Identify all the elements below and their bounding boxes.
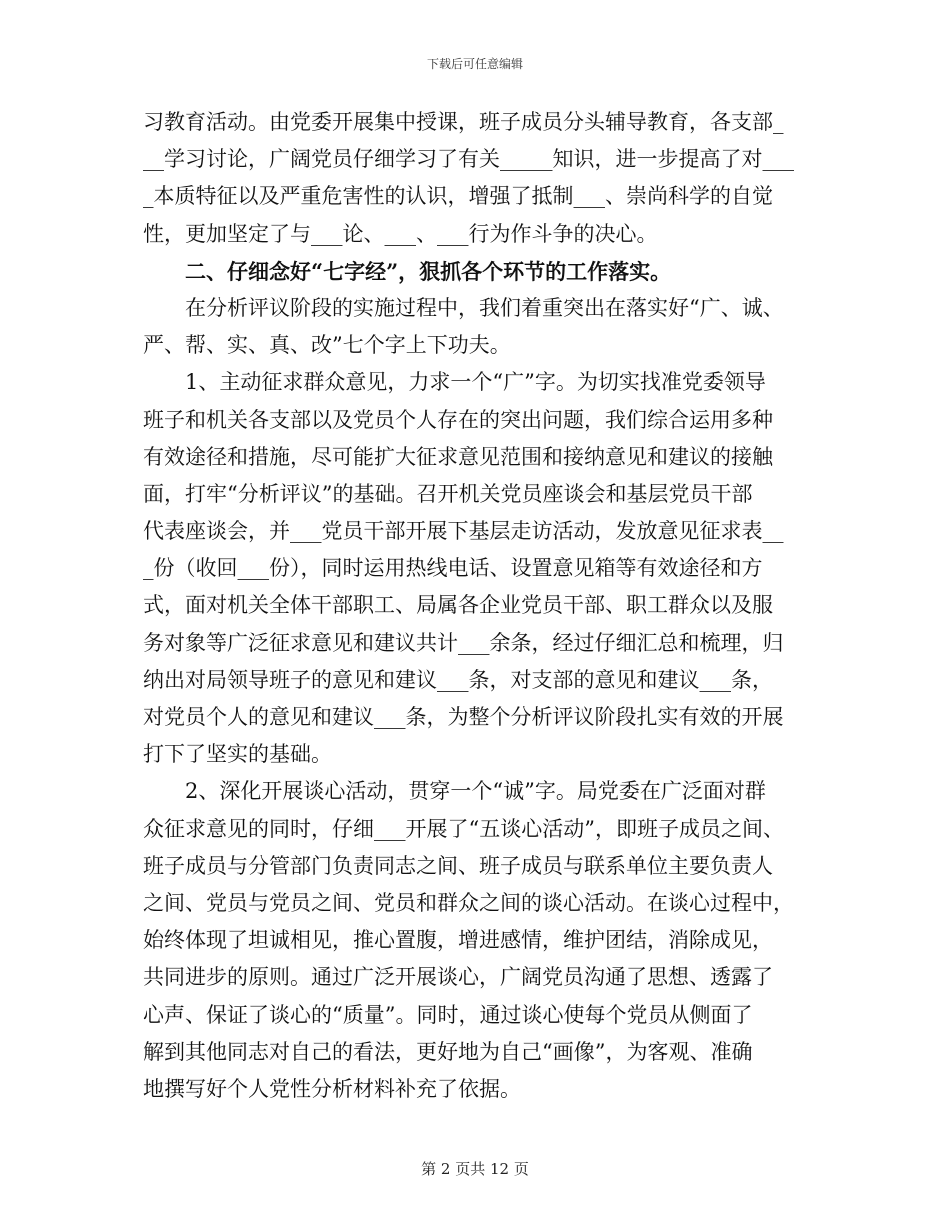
paragraph-continuation	[143, 104, 819, 253]
text-line: 解到其他同志对自己的看法，更好地为自己“画像”，为客观、准确	[143, 1039, 753, 1064]
text-line: 班子成员与分管部门负责同志之间、班子成员与联系单位主要负责人	[143, 853, 773, 878]
text-line: 有效途径和措施，尽可能扩大征求意见范围和接纳意见和建议的接触	[143, 444, 773, 469]
text-line: 心声、保证了谈心的“质量”。同时，通过谈心使每个党员从侧面了	[143, 1002, 753, 1027]
page-number-footer: 第 2 页共 12 页	[421, 1160, 529, 1178]
text-line: 之间、党员与党员之间、党员和群众之间的谈心活动。在谈心过程中，	[143, 890, 794, 915]
text-line: 众征求意见的同时，仔细___开展了“五谈心活动”，即班子成员之间、	[143, 816, 784, 841]
text-line: 代表座谈会，并___党员干部开展下基层走访活动，发放意见征求表__	[143, 519, 784, 544]
text-line: 性，更加坚定了与___论、___、___行为作斗争的决心。	[143, 221, 658, 246]
text-line: 始终体现了坦诚相见，推心置腹，增进感情，维护团结，消除成见，	[143, 928, 773, 953]
text-line: 对党员个人的意见和建议___条，为整个分析评议阶段扎实有效的开展	[143, 705, 784, 729]
section-heading	[143, 253, 819, 290]
text-line: _份（收回___份），同时运用热线电话、设置意见箱等有效途径和方	[143, 556, 763, 581]
paragraph-intro	[143, 290, 819, 364]
text-line: 面，打牢“分析评议”的基础。召开机关党员座谈会和基层党员干部	[143, 481, 753, 506]
text-line: 务对象等广泛征求意见和建议共计___余条，经过仔细汇总和梳理，归	[143, 630, 784, 655]
text-line: 共同进步的原则。通过广泛开展谈心，广阔党员沟通了思想、透露了	[143, 965, 773, 990]
document-body	[143, 104, 819, 1108]
text-line: 式，面对机关全体干部职工、局属各企业党员干部、职工群众以及服	[143, 593, 773, 618]
text-line: 班子和机关各支部以及党员个人存在的突出问题，我们综合运用多种	[143, 407, 773, 432]
paragraph-item-1	[143, 364, 819, 773]
page-header: 下载后可任意编辑	[426, 57, 523, 71]
text-line: 在分析评议阶段的实施过程中，我们着重突出在落实好“广、诚、	[185, 295, 784, 320]
text-line: 打下了坚实的基础。	[143, 742, 332, 767]
text-line: __学习讨论，广阔党员仔细学习了有关_____知识，进一步提高了对___	[143, 147, 794, 172]
heading-line: 二、仔细念好“七字经”，狠抓各个环节的工作落实。	[185, 258, 672, 284]
text-line: 地撰写好个人党性分析材料补充了依据。	[143, 1076, 521, 1101]
text-line: 纳出对局领导班子的意见和建议___条，对支部的意见和建议___条，	[143, 667, 773, 692]
text-line: 1、主动征求群众意见，力求一个“广”字。为切实找准党委领导	[185, 370, 766, 395]
text-line: 2、深化开展谈心活动，贯穿一个“诚”字。局党委在广泛面对群	[185, 779, 766, 804]
text-line: 习教育活动。由党委开展集中授课，班子成员分头辅导教育，各支部_	[143, 110, 784, 134]
text-line: _本质特征以及严重危害性的认识，增强了抵制___、崇尚科学的自觉	[143, 184, 773, 209]
paragraph-item-2	[143, 773, 819, 1108]
text-line: 严、帮、实、真、改”七个字上下功夫。	[143, 333, 511, 358]
